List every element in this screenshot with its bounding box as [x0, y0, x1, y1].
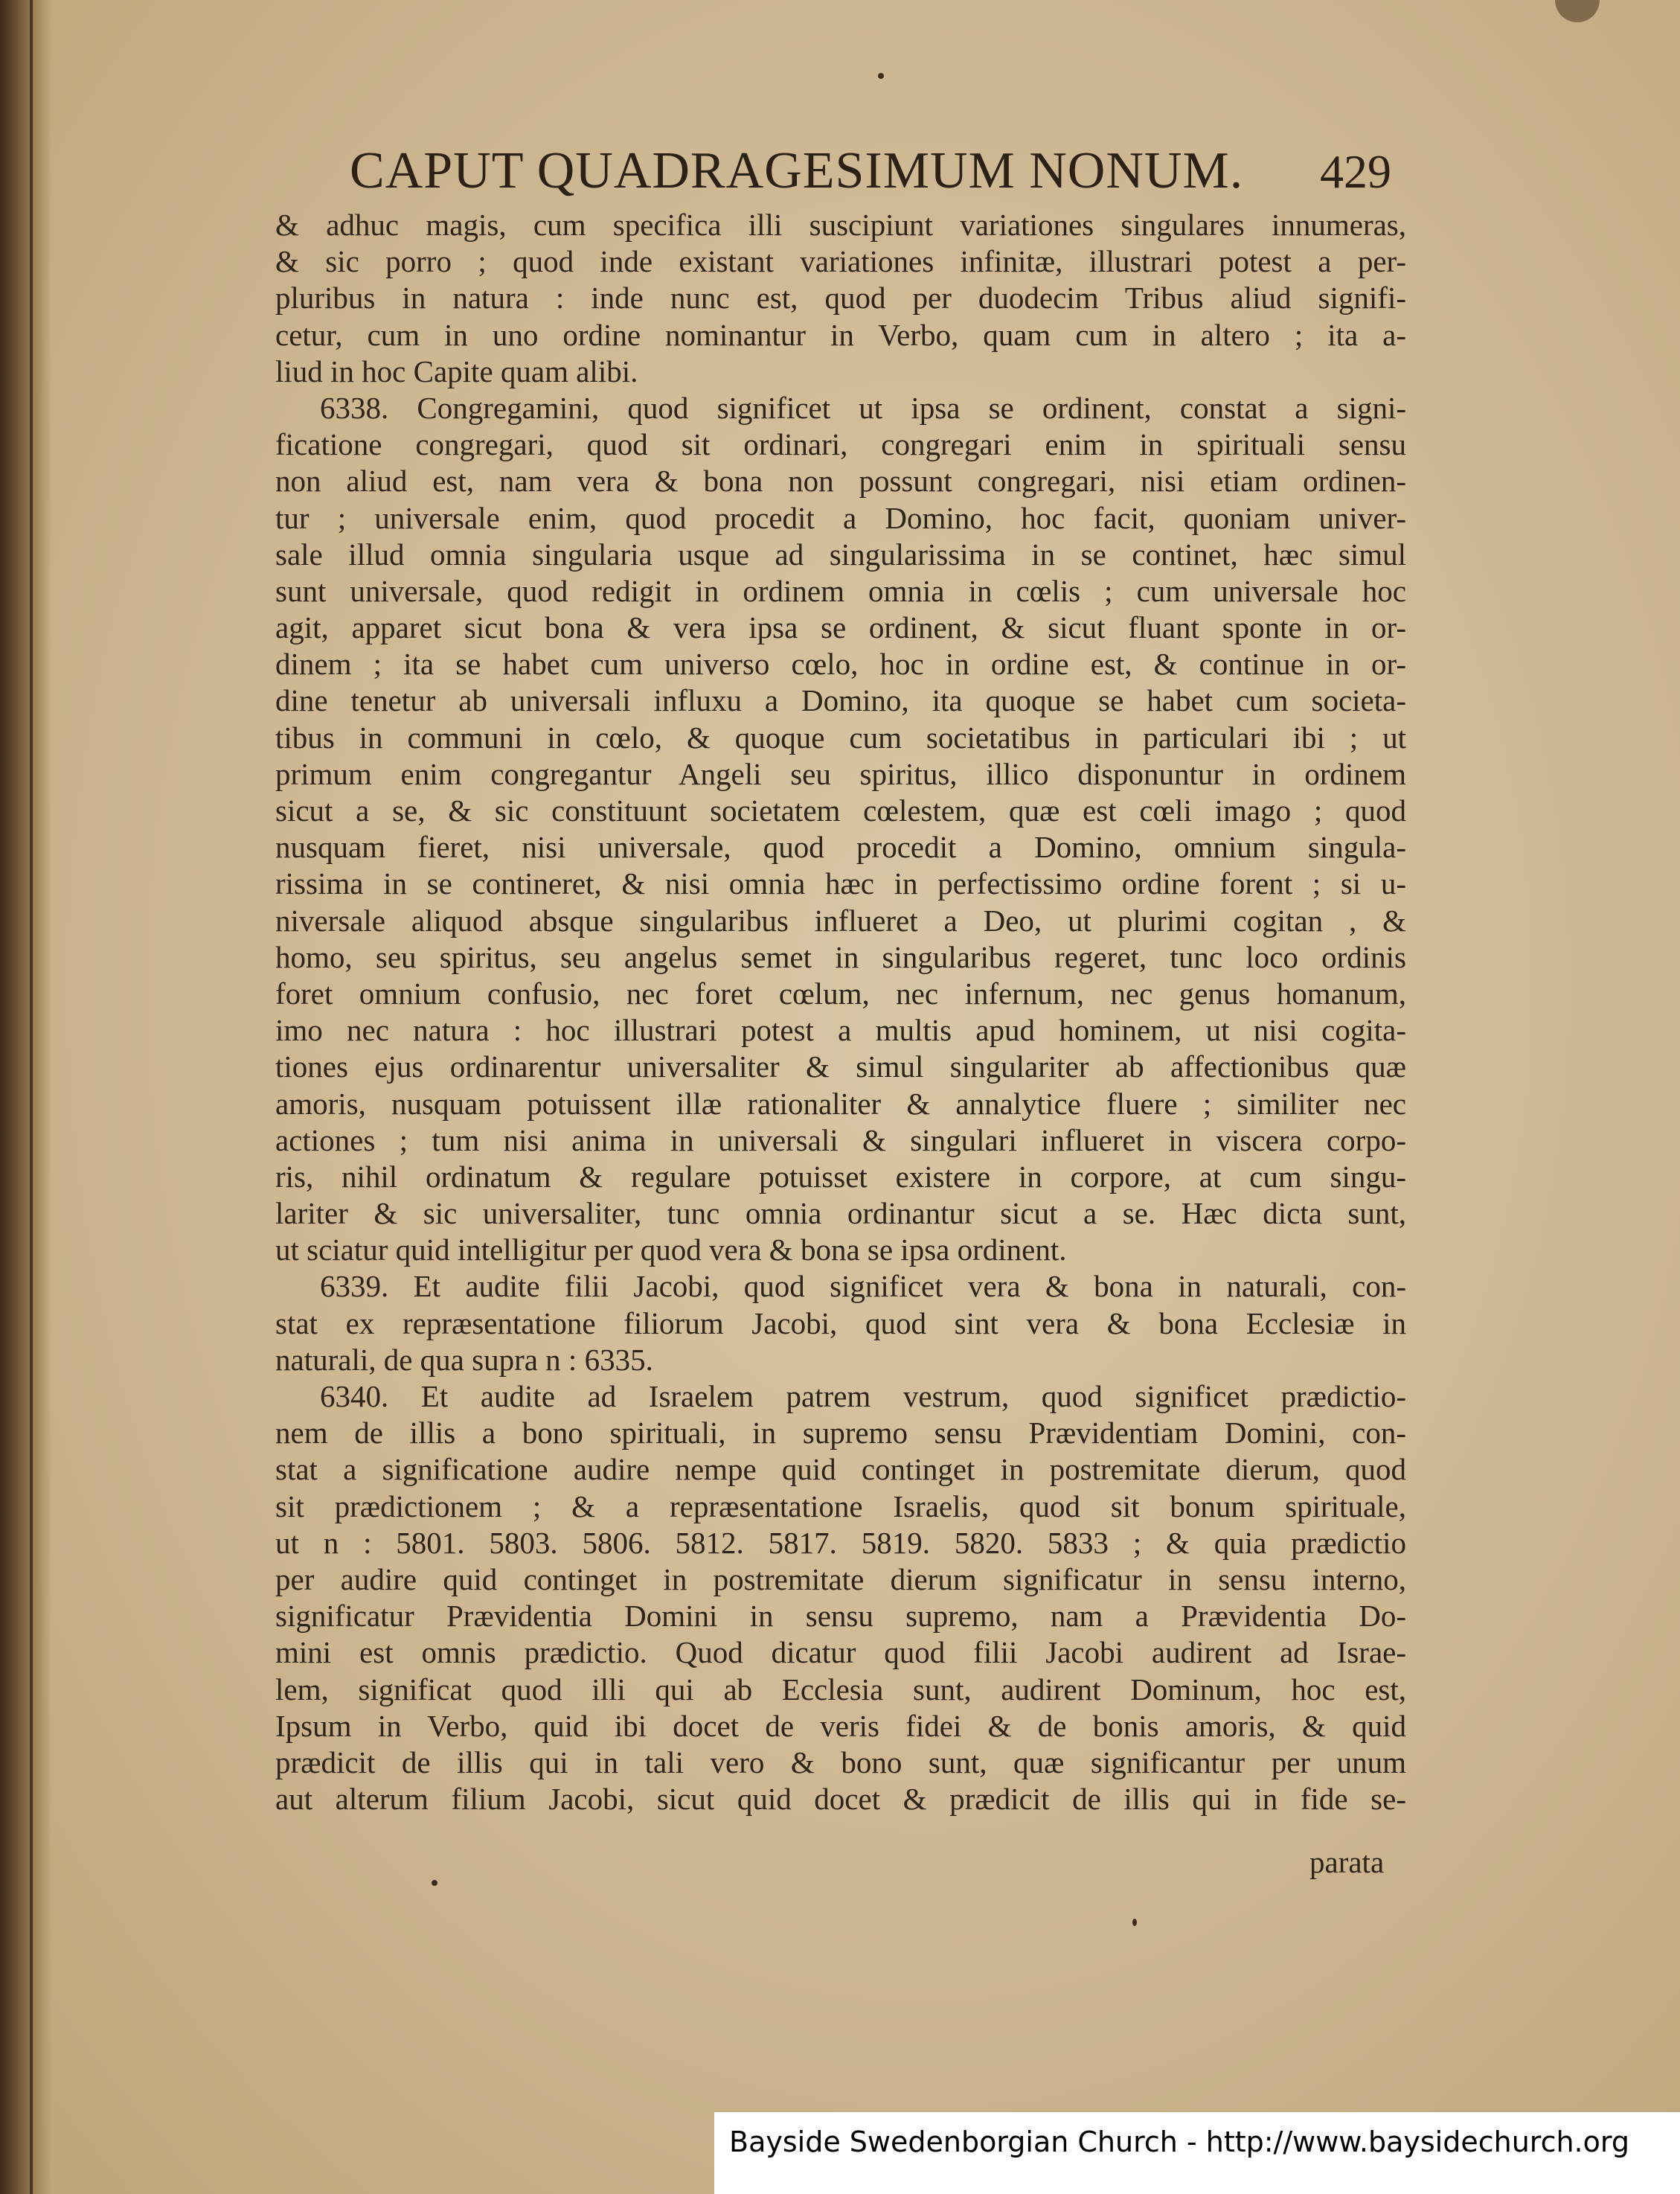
text-line: sit prædictionem ; & a repræsentatione Israelis, quod sit bonum spirituale,: [275, 1488, 1406, 1523]
running-title: CAPUT QUADRAGESIMUM NONUM.: [350, 142, 1244, 199]
text-line: Ipsum in Verbo, quid ibi docet de veris fidei & de bonis amoris, & quid: [275, 1708, 1406, 1743]
text-line: & adhuc magis, cum specifica illi suscipiunt variationes singulares innumeras,: [275, 208, 1406, 242]
text-line: ut sciatur quid intelligitur per quod vera & bona se ipsa ordinent.: [275, 1232, 1067, 1267]
text-line: lariter & sic universaliter, tunc omnia ordinantur sicut a se. Hæc dicta sunt,: [275, 1196, 1406, 1231]
text-line: sunt universale, quod redigit in ordinem omnia in cœlis ; cum universale hoc: [275, 573, 1406, 608]
text-line: ficatione congregari, quod sit ordinari, congregari enim in spirituali sensu: [275, 427, 1406, 462]
text-line: tur ; universale enim, quod procedit a Domino, hoc facit, quoniam univer-: [275, 500, 1406, 535]
text-line: nusquam fieret, nisi universale, quod procedit a Domino, omnium singula-: [275, 830, 1406, 865]
text-line: pluribus in natura : inde nunc est, quod per duodecim Tribus aliud signifi-: [275, 281, 1406, 316]
text-line: foret omnium confusio, nec foret cœlum, nec infernum, nec genus homanum,: [275, 976, 1406, 1011]
body-text: [275, 207, 1406, 1817]
text-line: actiones ; tum nisi anima in universali & singulari influeret in viscera corpo-: [275, 1122, 1406, 1157]
text-line: nem de illis a bono spirituali, in supremo sensu Prævidentiam Domini, con-: [275, 1416, 1406, 1451]
ink-speck: [1132, 1919, 1137, 1926]
text-line: niversale aliquod absque singularibus influeret a Deo, ut plurimi cogitan , &: [275, 903, 1406, 938]
text-line: stat a significatione audire nempe quid continget in postremitate dierum, quod: [275, 1452, 1406, 1487]
text-line: dinem ; ita se habet cum universo cœlo, hoc in ordine est, & continue in or-: [275, 647, 1406, 682]
text-line: aut alterum filium Jacobi, sicut quid docet & prædicit de illis qui in fide se-: [275, 1782, 1406, 1817]
text-line: non aliud est, nam vera & bona non possunt congregari, nisi etiam ordinen-: [275, 464, 1406, 499]
text-line: ris, nihil ordinatum & regulare potuisset existere in corpore, at cum singu-: [275, 1159, 1406, 1194]
paragraph-6340-start: 6340. Et audite ad Israelem patrem vestrum, quod significet prædictio-: [320, 1379, 1406, 1413]
text-line: sale illud omnia singularia usque ad singularissima in se continet, hæc simul: [275, 537, 1406, 572]
text-line: primum enim congregantur Angeli seu spiritus, illico disponuntur in ordinem: [275, 756, 1406, 791]
page-number: 429: [1320, 145, 1391, 198]
text-line: lem, significat quod illi qui ab Ecclesia sunt, audirent Dominum, hoc est,: [275, 1672, 1406, 1707]
gutter-edge: [30, 0, 33, 2194]
ink-speck: [878, 73, 884, 79]
paragraph-6339-start: 6339. Et audite filii Jacobi, quod significet vera & bona in naturali, con-: [320, 1269, 1406, 1304]
text-line: naturali, de qua supra n : 6335.: [275, 1342, 653, 1377]
text-line: cetur, cum in uno ordine nominantur in Verbo, quam cum in altero ; ita a-: [275, 317, 1406, 352]
text-line: mini est omnis prædictio. Quod dicatur quod filii Jacobi audirent ad Israe-: [275, 1635, 1406, 1670]
text-line: homo, seu spiritus, seu angelus semet in singularibus regeret, tunc loco ordinis: [275, 939, 1406, 974]
text-line: imo nec natura : hoc illustrari potest a multis apud hominem, ut nisi cogita-: [275, 1013, 1406, 1048]
text-line: stat ex repræsentatione filiorum Jacobi, quod sint vera & bona Ecclesiæ in: [275, 1305, 1406, 1340]
footer-credit: Bayside Swedenborgian Church - http://www.baysidechurch.org: [729, 2126, 1629, 2158]
paragraph-6338-start: 6338. Congregamini, quod significet ut ipsa se ordinent, constat a signi-: [320, 390, 1406, 425]
text-line: liud in hoc Capite quam alibi.: [275, 354, 638, 388]
text-line: rissima in se contineret, & nisi omnia hæc in perfectissimo ordine forent ; si u-: [275, 866, 1406, 901]
text-line: sicut a se, & sic constituunt societatem cœlestem, quæ est cœli imago ; quod: [275, 793, 1406, 828]
text-line: tiones ejus ordinarentur universaliter & simul singulariter ab affectionibus quæ: [275, 1049, 1406, 1084]
ink-speck: [432, 1880, 437, 1886]
text-line: tibus in communi in cœlo, & quoque cum societatibus in particulari ibi ; ut: [275, 720, 1406, 755]
catchword: parata: [1309, 1845, 1385, 1879]
book-gutter: [0, 0, 52, 2194]
text-line: dine tenetur ab universali influxu a Domino, ita quoque se habet cum societa-: [275, 683, 1406, 718]
page-header: [350, 141, 1391, 208]
text-line: significatur Prævidentia Domini in sensu supremo, nam a Prævidentia Do-: [275, 1599, 1406, 1634]
text-line: & sic porro ; quod inde existant variationes infinitæ, illustrari potest a per-: [275, 244, 1406, 279]
text-line: per audire quid continget in postremitate dierum significatur in sensu interno,: [275, 1561, 1406, 1596]
text-line: amoris, nusquam potuissent illæ rationaliter & annalytice fluere ; similiter nec: [275, 1086, 1406, 1121]
text-line: agit, apparet sicut bona & vera ipsa se ordinent, & sicut fluant sponte in or-: [275, 610, 1406, 645]
text-line: prædicit de illis qui in tali vero & bono sunt, quæ significantur per unum: [275, 1744, 1406, 1779]
text-line: ut n : 5801. 5803. 5806. 5812. 5817. 5819. 5820. 5833 ; & quia prædictio: [275, 1525, 1406, 1560]
